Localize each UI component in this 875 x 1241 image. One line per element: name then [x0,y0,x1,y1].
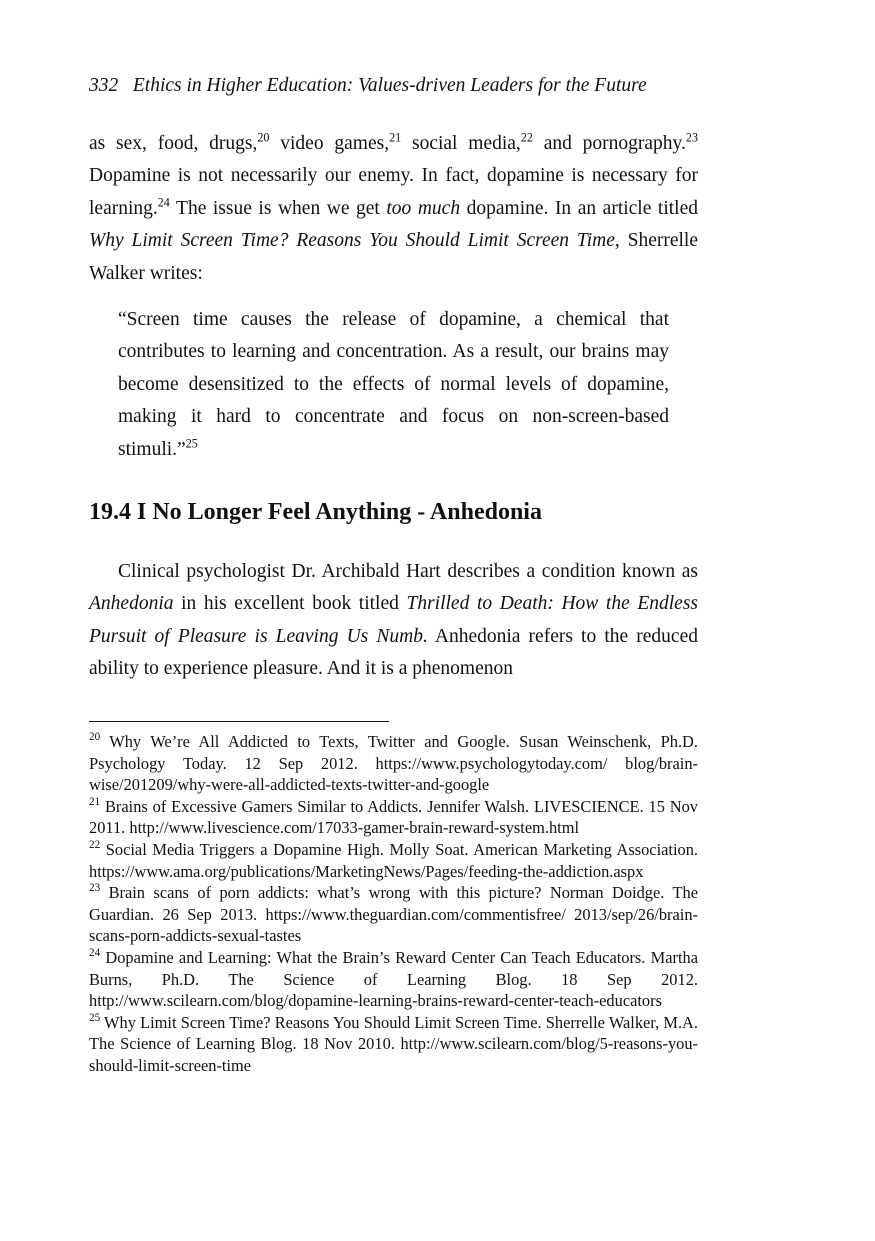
footnotes [89,731,698,1077]
footnote-number: 20 [89,731,101,744]
footnote-ref-23[interactable]: 23 [685,130,698,145]
footnote-text: Brain scans of porn addicts: what’s wrong with this picture? Norman Doidge. The Guardian. 26 Sep 2013. https://www.theguardian.com/commentisfree/ 2013/sep/26/brain-scans-porn-addicts-sexual-tastes [89,883,698,946]
text-run: social media, [401,133,521,154]
book-title-reference: Thrilled to Death: How the Endless Pursuit of Pleasure is Leaving Us Numb. [89,593,699,647]
text-run: The issue is when we get [169,197,387,219]
text-run: as sex, food, drugs, [89,133,258,154]
text-run: Clinical psychologist Dr. Archibald Hart describes a condition known as [118,561,698,582]
footnote-number: 25 [89,1011,101,1024]
text-run: Dopamine is not necessarily our enemy. In fact, dopamine is necessary for learning. [89,165,698,219]
footnote [89,839,698,882]
term-anhedonia: Anhedonia [89,593,174,615]
footnote [89,947,698,1012]
footnote-ref-25[interactable]: 25 [185,436,198,451]
article-title: Why Limit Screen Time? Reasons You Should Limit Screen Time [89,230,615,252]
footnote [89,796,698,839]
footnote-number: 23 [89,882,101,895]
footnote [89,1012,698,1077]
blockquote [118,304,669,466]
footnote-text: Dopamine and Learning: What the Brain’s Reward Center Can Teach Educators. Martha Burns, Ph.D. The Science of Learning Blog. 18 Sep 2012. http://www.scilearn.com/blog/dopamine-learning-brains-reward-center-teach-educators [89,947,698,1011]
running-head [89,74,698,98]
emphasis-too-much: too much [386,197,461,219]
text-run: Anhedonia refers to the reduced ability to experience pleasure. And it is a phenomenon [89,625,698,680]
page-number: 332 [89,75,119,96]
footnote-ref-24[interactable]: 24 [157,195,170,210]
text-run: , Sherrelle Walker writes: [89,230,698,284]
footnote-ref-20[interactable]: 20 [257,130,270,145]
footnote-text: Social Media Triggers a Dopamine High. Molly Soat. American Marketing Association. https://www.ama.org/publications/MarketingNews/Pages/feeding-the-addiction.aspx [89,839,698,881]
quote-text: “Screen time causes the release of dopamine, a chemical that contributes to learning and concentration. As a result, our brains may become desensitized to the effects of normal levels of dopamine, making it hard to concentrate and focus on non-screen-based stimuli.” [118,309,669,460]
footnote-number: 22 [89,839,101,852]
footnote [89,731,698,796]
section-heading: 19.4 I No Longer Feel Anything - Anhedonia [89,499,542,525]
footnote-text: Brains of Excessive Gamers Similar to Addicts. Jennifer Walsh. LIVESCIENCE. 15 Nov 2011. http://www.livescience.com/17033-gamer-brain-reward-system.html [89,796,698,838]
footnote-number: 24 [89,947,101,960]
section-paragraph [89,556,698,686]
footnote-text: Why We’re All Addicted to Texts, Twitter and Google. Susan Weinschenk, Ph.D. Psychology Today. 12 Sep 2012. https://www.psychologytoday.com/ blog/brain-wise/201209/why-were-all-addicted-texts-twitter-and-google [89,732,698,795]
footnote-ref-21[interactable]: 21 [389,130,402,145]
footnote [89,882,698,947]
text-run: and pornography. [532,133,686,154]
footnote-text: Why Limit Screen Time? Reasons You Should Limit Screen Time. Sherrelle Walker, M.A. The Science of Learning Blog. 18 Nov 2010. http://www.scilearn.com/blog/5-reasons-you-should-limit-screen-time [89,1012,698,1075]
opening-paragraph [89,128,698,290]
footnote-ref-22[interactable]: 22 [520,130,533,145]
text-run: video games, [269,133,390,154]
footnote-divider [89,721,389,722]
text-run: in his excellent book titled [173,593,407,615]
footnote-number: 21 [89,795,101,808]
text-run: dopamine. In an article titled [460,197,698,219]
book-title: Ethics in Higher Education: Values-driven Leaders for the Future [132,75,647,96]
